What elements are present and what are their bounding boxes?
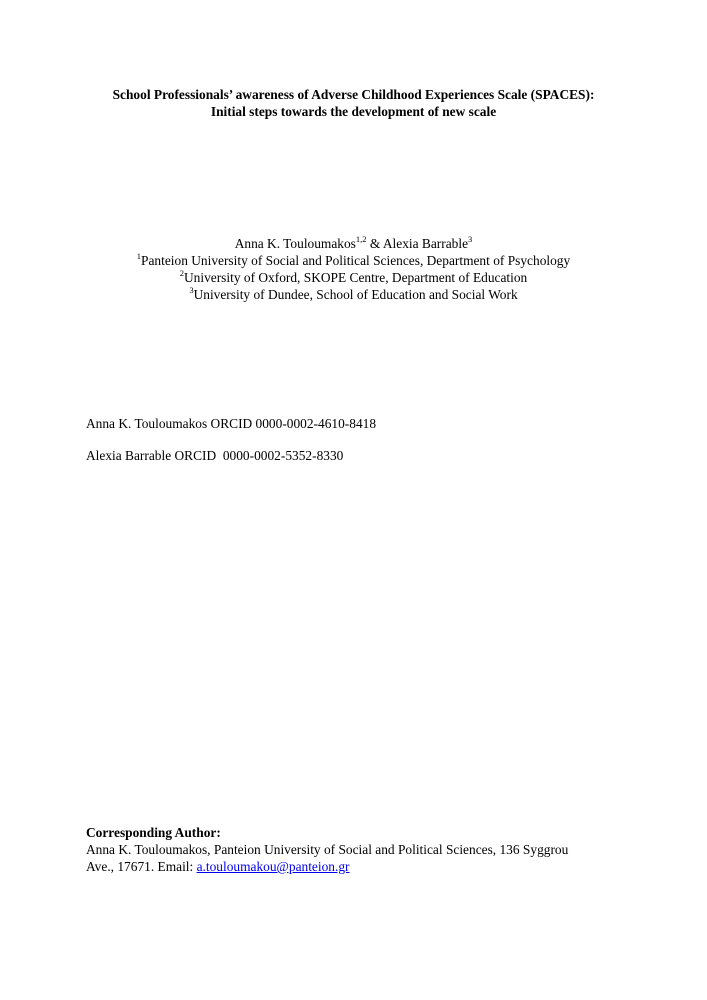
corresponding-address-prefix: Ave., 17671. Email: bbox=[86, 859, 197, 874]
paper-title bbox=[0, 86, 707, 120]
affiliation-1-marker: 1 bbox=[136, 250, 142, 261]
affiliation-3-marker: 3 bbox=[189, 284, 194, 295]
title-line-1: School Professionals’ awareness of Adverse Childhood Experiences Scale (SPACES): bbox=[112, 87, 595, 102]
corresponding-author-heading: Corresponding Author: bbox=[86, 825, 221, 840]
affiliation-1-text: Panteion University of Social and Political Sciences, Department of Psychology bbox=[141, 253, 571, 268]
affiliation-3-text: University of Dundee, School of Education and Social Work bbox=[193, 287, 518, 302]
affiliation-2 bbox=[0, 269, 707, 286]
corresponding-author-block bbox=[86, 824, 626, 875]
affiliation-2-text: University of Oxford, SKOPE Centre, Department of Education bbox=[184, 270, 528, 285]
author-2-affiliation-marker: 3 bbox=[468, 233, 473, 244]
corresponding-address-line-2 bbox=[86, 858, 626, 875]
author-1-affiliation-marker: 1,2 bbox=[355, 233, 367, 244]
author-2-name: Alexia Barrable bbox=[382, 236, 469, 251]
orcid-author-2: Alexia Barrable ORCID 0000-0002-5352-8330 bbox=[86, 448, 344, 463]
author-line bbox=[0, 235, 707, 252]
corresponding-address-line-1: Anna K. Touloumakos, Panteion University of Social and Political Sciences, 136 Syggrou bbox=[86, 842, 569, 857]
title-line-2: Initial steps towards the development of new scale bbox=[210, 104, 497, 119]
author-1-name: Anna K. Touloumakos bbox=[234, 236, 356, 251]
affiliation-1 bbox=[0, 252, 707, 269]
author-separator: & bbox=[366, 236, 383, 251]
affiliation-3 bbox=[0, 286, 707, 303]
orcid-author-1: Anna K. Touloumakos ORCID 0000-0002-4610-8418 bbox=[86, 416, 377, 431]
author-block bbox=[0, 235, 707, 303]
affiliation-2-marker: 2 bbox=[179, 267, 184, 278]
corresponding-email-link[interactable]: a.touloumakou@panteion.gr bbox=[196, 859, 350, 874]
